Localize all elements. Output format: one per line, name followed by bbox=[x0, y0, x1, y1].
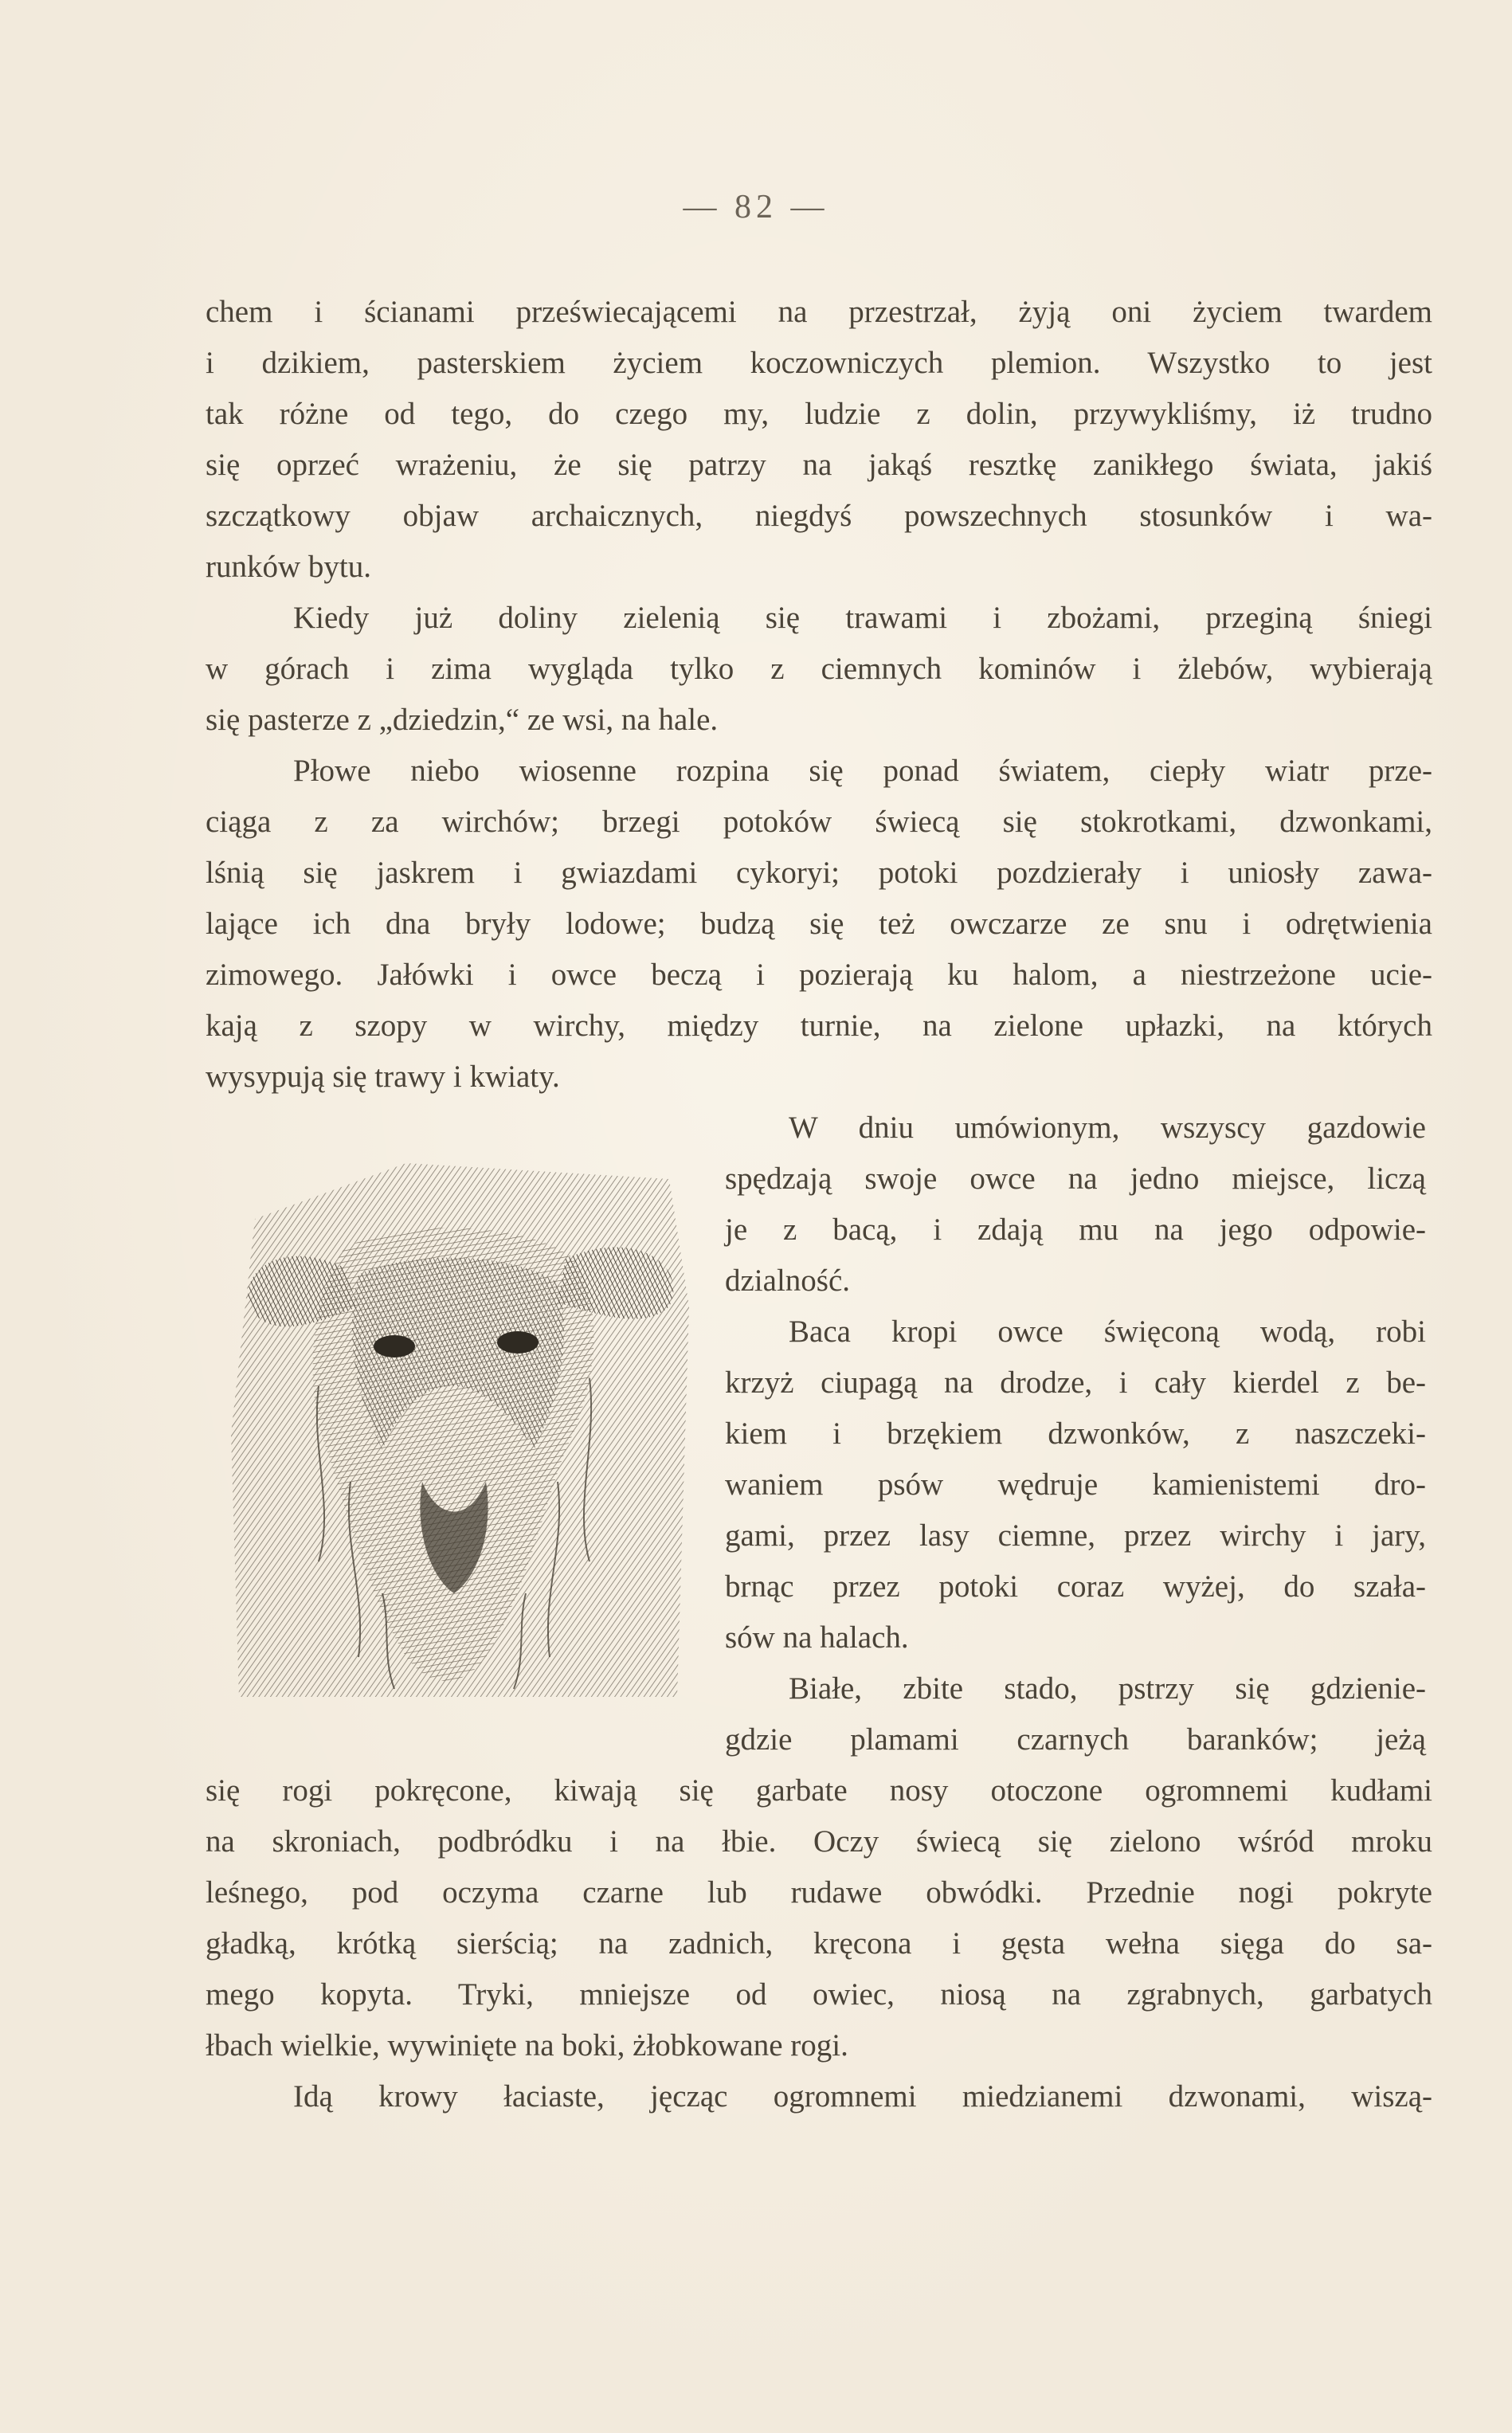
text-line: wysypują się trawy i kwiaty. bbox=[206, 1060, 560, 1094]
text-line: kają z szopy w wirchy, między turnie, na zielone upłazki, na których bbox=[206, 1009, 1432, 1043]
text-line: Kiedy już doliny zielenią się trawami i zbożami, przeginą śniegi bbox=[293, 601, 1432, 635]
text-line: runków bytu. bbox=[206, 550, 371, 584]
text-line: je z bacą, i zdają mu na jego odpowie- bbox=[725, 1213, 1426, 1247]
text-line: się oprzeć wrażeniu, że się patrzy na jakąś resztkę zanikłego świata, jakiś bbox=[206, 448, 1432, 482]
text-line: i dzikiem, pasterskiem życiem koczowniczych plemion. Wszystko to jest bbox=[206, 346, 1432, 380]
text-line: gładką, krótką sierścią; na zadnich, kręcona i gęsta wełna sięga do sa- bbox=[206, 1926, 1432, 1961]
text-line: się pasterze z „dziedzin,“ ze wsi, na hale. bbox=[206, 703, 719, 737]
text-line: kiem i brzękiem dzwonków, z naszczeki- bbox=[725, 1416, 1426, 1451]
page-number: — 82 — bbox=[683, 189, 829, 225]
text-line: tak różne od tego, do czego my, ludzie z dolin, przywykliśmy, iż trudno bbox=[206, 397, 1432, 431]
text-line: Płowe niebo wiosenne rozpina się ponad światem, ciepły wiatr prze- bbox=[293, 754, 1432, 788]
text-line: mego kopyta. Tryki, mniejsze od owiec, niosą na zgrabnych, garbatych bbox=[206, 1977, 1432, 2012]
text-line: sów na halach. bbox=[725, 1620, 909, 1655]
text-line: łbach wielkie, wywinięte na boki, żłobkowane rogi. bbox=[206, 2028, 848, 2063]
text-line: Idą krowy łaciaste, jęcząc ogromnemi miedzianemi dzwonami, wiszą- bbox=[293, 2079, 1432, 2114]
text-line: leśnego, pod oczyma czarne lub rudawe obwódki. Przednie nogi pokryte bbox=[206, 1875, 1432, 1910]
text-line: lające ich dna bryły lodowe; budzą się też owczarze ze snu i odrętwienia bbox=[206, 907, 1432, 941]
text-line: waniem psów wędruje kamienistemi dro- bbox=[725, 1467, 1426, 1502]
text-line: Baca kropi owce święconą wodą, robi bbox=[789, 1314, 1426, 1349]
ram-head-engraving-icon bbox=[223, 1147, 693, 1697]
text-line: krzyż ciupagą na drodze, i cały kierdel z be- bbox=[725, 1365, 1426, 1400]
text-line: zimowego. Jałówki i owce beczą i pozierają ku halom, a niestrzeżone ucie- bbox=[206, 958, 1432, 992]
text-line: spędzają swoje owce na jedno miejsce, liczą bbox=[725, 1162, 1426, 1196]
text-line: w górach i zima wygląda tylko z ciemnych kominów i żlebów, wybierają bbox=[206, 652, 1432, 686]
text-line: gami, przez lasy ciemne, przez wirchy i jary, bbox=[725, 1518, 1426, 1553]
text-line: chem i ścianami przeświecającemi na przestrzał, żyją oni życiem twardem bbox=[206, 295, 1432, 329]
text-line: się rogi pokręcone, kiwają się garbate nosy otoczone ogromnemi kudłami bbox=[206, 1773, 1432, 1808]
text-line: brnąc przez potoki coraz wyżej, do szała- bbox=[725, 1569, 1426, 1604]
text-line: dzialność. bbox=[725, 1264, 851, 1298]
text-line: szczątkowy objaw archaicznych, niegdyś powszechnych stosunków i wa- bbox=[206, 499, 1432, 533]
text-line: na skroniach, podbródku i na łbie. Oczy świecą się zielono wśród mroku bbox=[206, 1824, 1432, 1859]
text-line: Białe, zbite stado, pstrzy się gdzienie- bbox=[789, 1671, 1426, 1706]
text-line: ciąga z za wirchów; brzegi potoków świecą się stokrotkami, dzwonkami, bbox=[206, 805, 1432, 839]
text-line: W dniu umówionym, wszyscy gazdowie bbox=[789, 1111, 1426, 1145]
text-line: gdzie plamami czarnych baranków; jeżą bbox=[725, 1722, 1426, 1757]
text-line: lśnią się jaskrem i gwiazdami cykoryi; potoki pozdzierały i uniosły zawa- bbox=[206, 856, 1432, 890]
